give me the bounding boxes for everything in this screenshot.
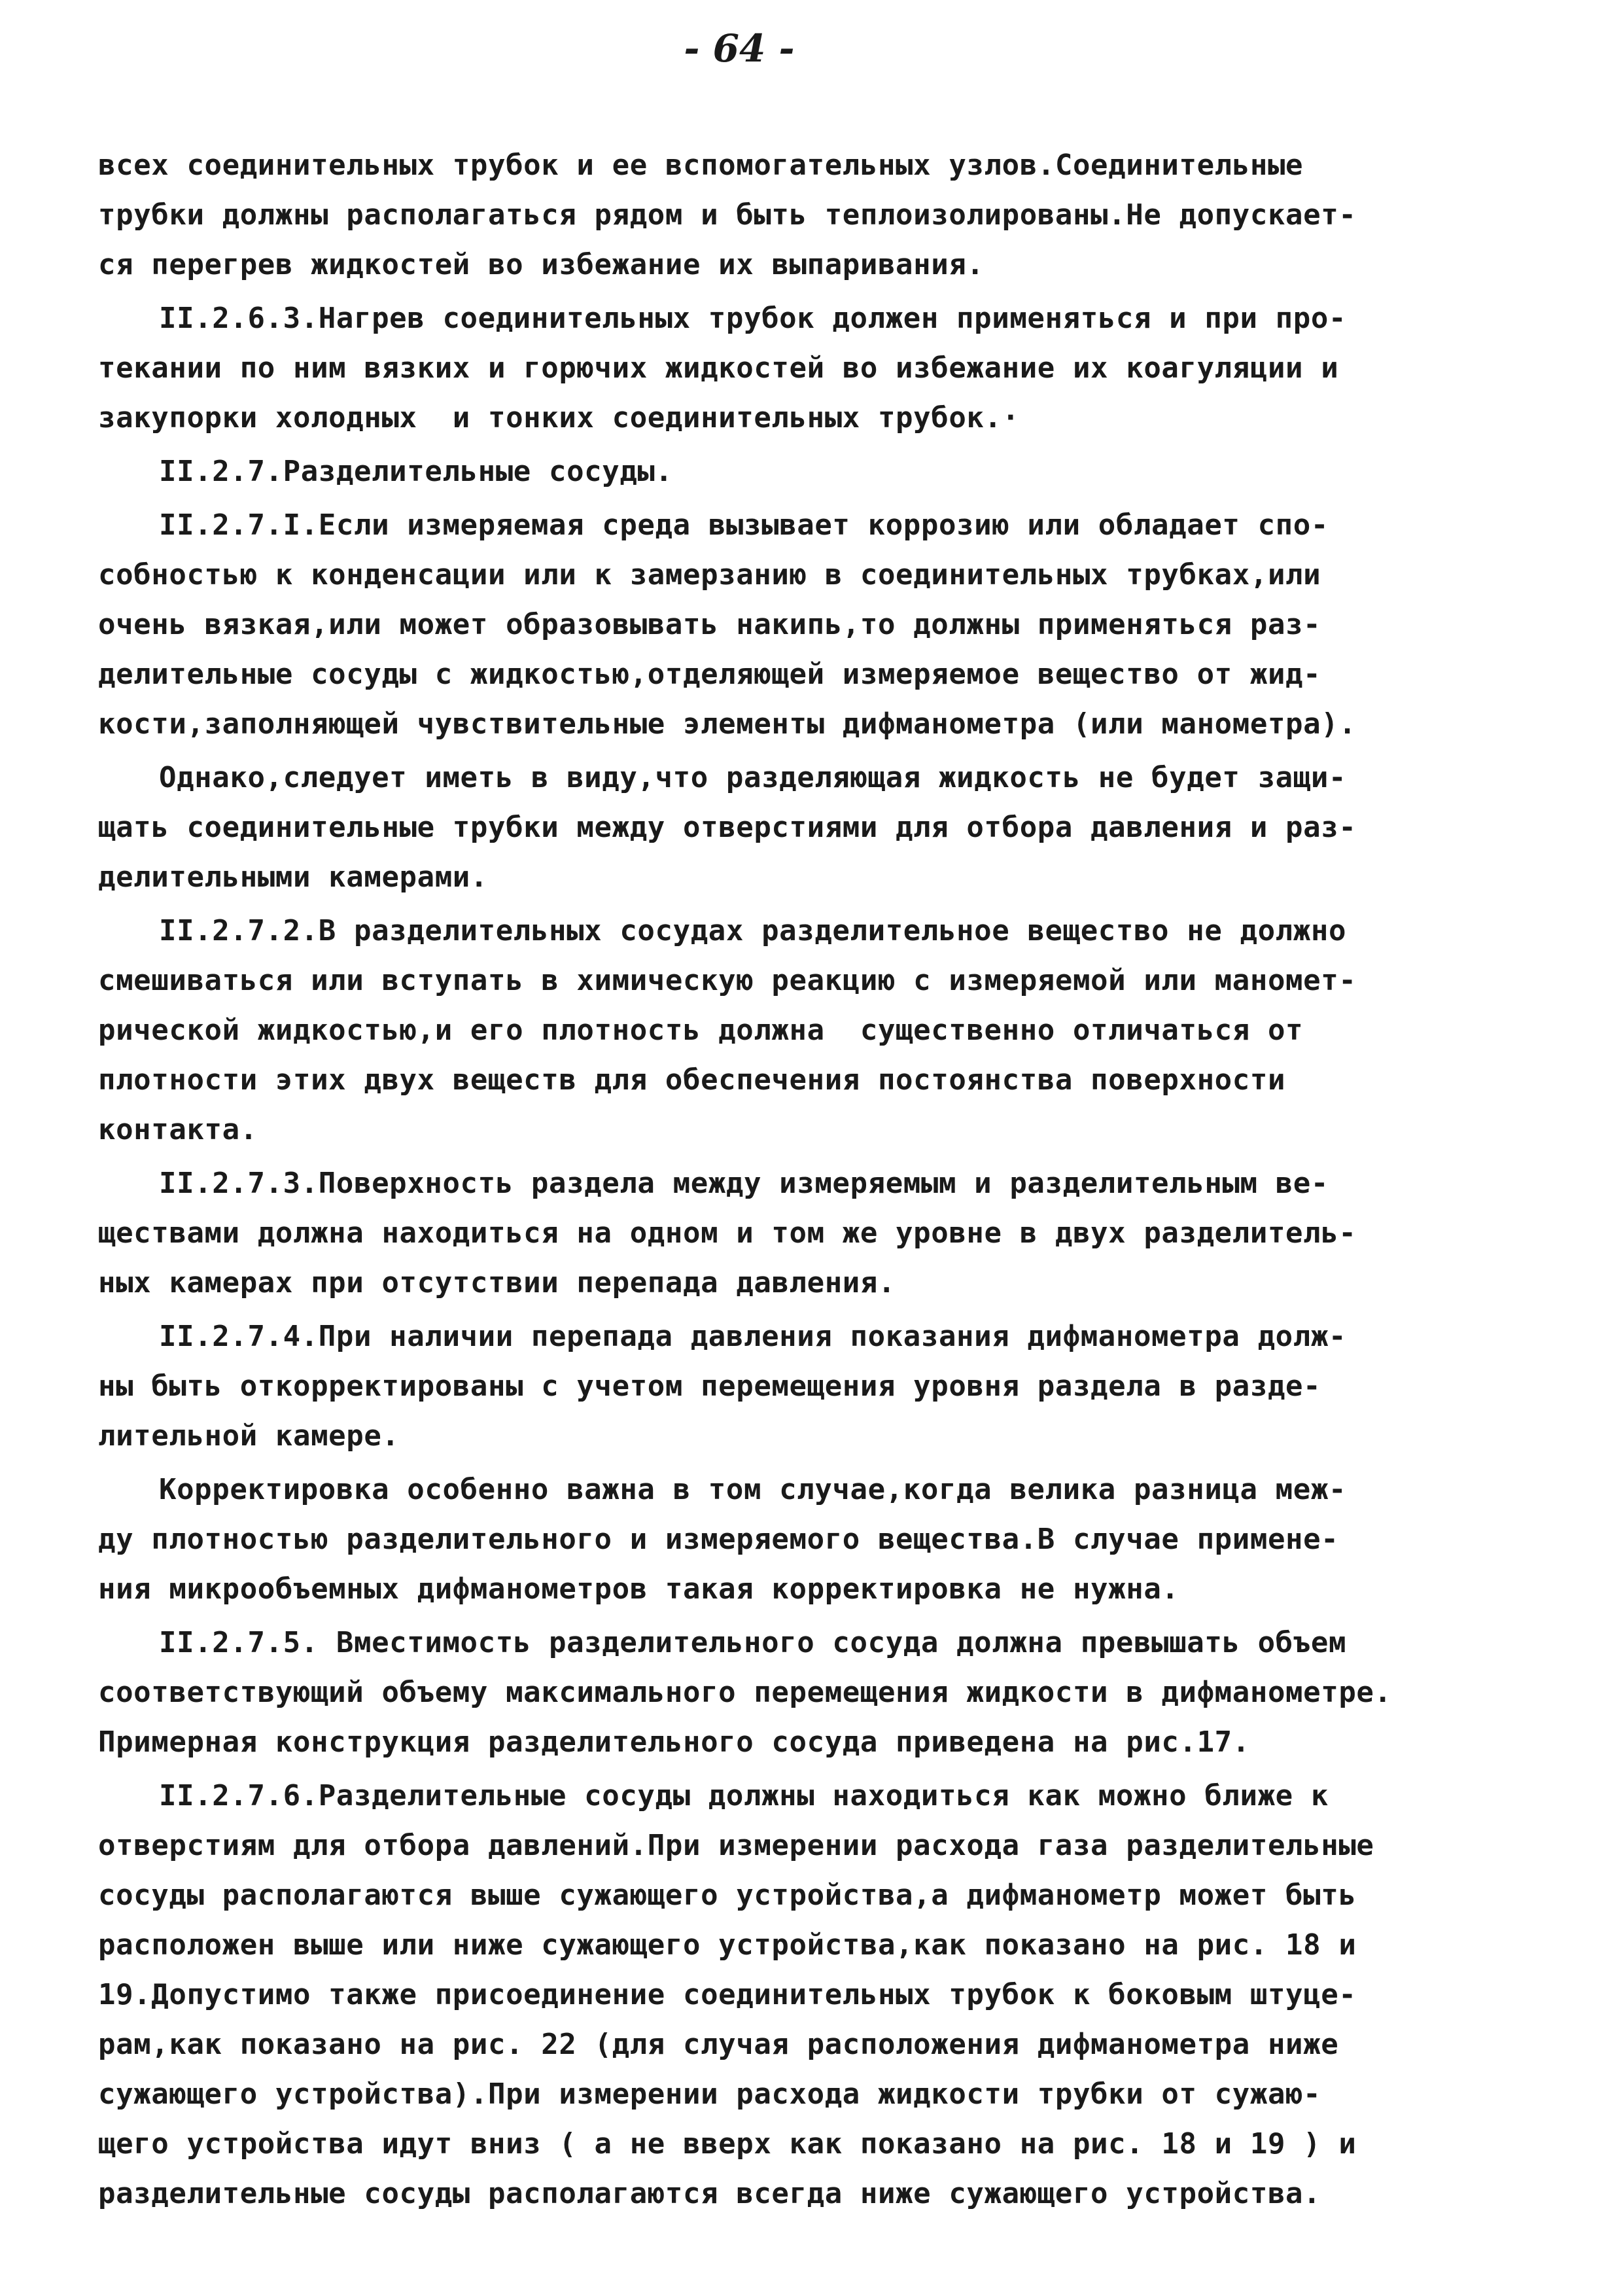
text-line: делительными камерами. — [98, 860, 488, 894]
paragraph — [98, 447, 1550, 497]
text-line: расположен выше или ниже сужающего устройства,как показано на рис. 18 и — [98, 1928, 1357, 1962]
text-line: II.2.7.3.Поверхность раздела между измеряемым и разделительным ве- — [159, 1167, 1329, 1200]
paragraph — [98, 294, 1550, 443]
text-line: Корректировка особенно важна в том случае,когда велика разница меж- — [159, 1473, 1347, 1506]
text-line: II.2.7.2.В разделительных сосудах разделительное вещество не должно — [159, 914, 1347, 947]
text-line: ществами должна находиться на одном и том же уровне в двух разделитель- — [98, 1216, 1357, 1250]
text-line: Примерная конструкция разделительного сосуда приведена на рис.17. — [98, 1725, 1250, 1759]
text-line: щать соединительные трубки между отверстиями для отбора давления и раз- — [98, 811, 1357, 844]
text-line: текании по ним вязких и горючих жидкостей во избежание их коагуляции и — [98, 351, 1339, 385]
text-line: ся перегрев жидкостей во избежание их выпаривания. — [98, 248, 985, 281]
text-line: плотности этих двух веществ для обеспечения постоянства поверхности — [98, 1063, 1286, 1097]
text-line: отверстиям для отбора давлений.При измерении расхода газа разделительные — [98, 1829, 1374, 1862]
text-line: смешиваться или вступать в химическую реакцию с измеряемой или маномет- — [98, 964, 1357, 997]
text-line: II.2.6.3.Нагрев соединительных трубок должен применяться и при про- — [159, 302, 1347, 335]
text-line: ных камерах при отсутствии перепада давления. — [98, 1266, 896, 1299]
text-line: ния микрообъемных дифманометров такая корректировка не нужна. — [98, 1572, 1179, 1606]
text-line: 19.Допустимо также присоединение соединительных трубок к боковым штуце- — [98, 1978, 1357, 2011]
text-line: II.2.7.5. Вместимость разделительного сосуда должна превышать объем — [159, 1626, 1347, 1659]
text-line: рам,как показано на рис. 22 (для случая расположения дифманометра ниже — [98, 2028, 1339, 2061]
paragraph — [98, 1618, 1550, 1767]
text-line: ны быть откорректированы с учетом перемещения уровня раздела в разде- — [98, 1369, 1321, 1403]
text-line: закупорки холодных и тонких соединительных трубок.· — [98, 401, 1020, 434]
text-line: кости,заполняющей чувствительные элементы дифманометра (или манометра). — [98, 707, 1357, 741]
text-line: собностью к конденсации или к замерзанию в соединительных трубках,или — [98, 558, 1321, 592]
text-line: сосуды располагаются выше сужающего устройства,а дифманометр может быть — [98, 1879, 1357, 1912]
text-line: трубки должны располагаться рядом и быть теплоизолированы.Не допускает- — [98, 198, 1357, 232]
paragraph — [98, 141, 1550, 290]
text-line: сужающего устройства).При измерении расхода жидкости трубки от сужаю- — [98, 2077, 1321, 2111]
text-line: ду плотностью разделительного и измеряемого вещества.В случае примене- — [98, 1523, 1339, 1556]
text-line: очень вязкая,или может образовывать накипь,то должны применяться раз- — [98, 608, 1321, 641]
text-line: контакта. — [98, 1113, 258, 1146]
paragraph — [98, 1465, 1550, 1614]
text-line: разделительные сосуды располагаются всегда ниже сужающего устройства. — [98, 2177, 1321, 2210]
text-line: Однако,следует иметь в виду,что разделяющая жидкость не будет защи- — [159, 761, 1347, 794]
text-line: лительной камере. — [98, 1419, 400, 1453]
paragraph — [98, 1771, 1550, 2219]
text-line: рической жидкостью,и его плотность должна существенно отличаться от — [98, 1014, 1304, 1047]
text-line: II.2.7.I.Если измеряемая среда вызывает коррозию или обладает спо- — [159, 508, 1329, 542]
text-line: всех соединительных трубок и ее вспомогательных узлов.Соединительные — [98, 149, 1304, 182]
paragraph — [98, 1312, 1550, 1461]
paragraph — [98, 753, 1550, 902]
paragraph — [98, 501, 1550, 749]
page-number: - 64 - — [684, 26, 795, 71]
text-line: соответствующий объему максимального перемещения жидкости в дифманометре. — [98, 1676, 1392, 1709]
text-line: делительные сосуды с жидкостью,отделяющей измеряемое вещество от жид- — [98, 658, 1321, 691]
text-line: II.2.7.4.При наличии перепада давления показания дифманометра долж- — [159, 1320, 1347, 1353]
text-line: II.2.7.Разделительные сосуды. — [159, 455, 673, 488]
text-line: щего устройства идут вниз ( а не вверх как показано на рис. 18 и 19 ) и — [98, 2127, 1357, 2161]
text-line: II.2.7.6.Разделительные сосуды должны находиться как можно ближе к — [159, 1779, 1329, 1812]
paragraph — [98, 1159, 1550, 1308]
document-body — [98, 141, 1550, 2223]
paragraph — [98, 906, 1550, 1155]
